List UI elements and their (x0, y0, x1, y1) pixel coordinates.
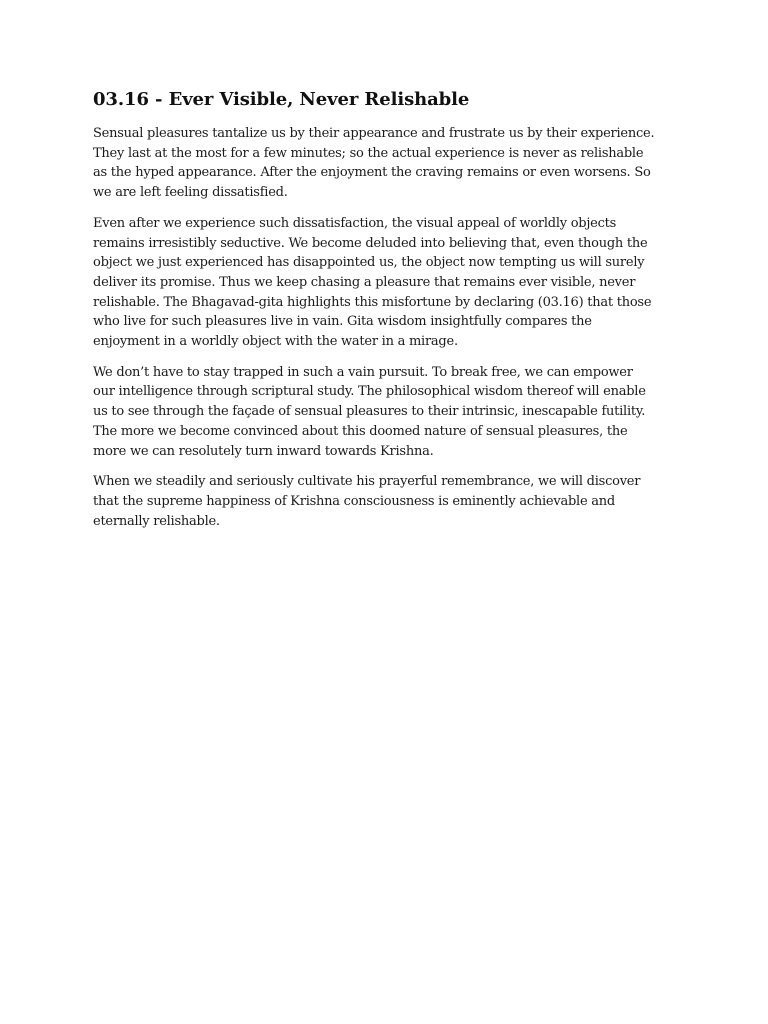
paragraph-line: The more we become convinced about this doomed nature of sensual pleasures, the (93, 423, 628, 439)
paragraph-line: as the hyped appearance. After the enjoyment the craving remains or even worsens. So (93, 165, 651, 181)
document-page (93, 88, 678, 542)
paragraph-line: deliver its promise. Thus we keep chasing a pleasure that remains ever visible, never (93, 274, 636, 290)
paragraph-line: eternally relishable. (93, 513, 220, 529)
document-title: 03.16 - Ever Visible, Never Relishable (93, 89, 470, 110)
paragraph-4 (93, 472, 678, 531)
paragraph-line: When we steadily and seriously cultivate his prayerful remembrance, we will discover (93, 474, 641, 490)
paragraph-line: we are left feeling dissatisfied. (93, 185, 288, 201)
paragraph-line: who live for such pleasures live in vain. Gita wisdom insightfully compares the (93, 314, 592, 330)
paragraph-line: enjoyment in a worldly object with the water in a mirage. (93, 334, 458, 350)
paragraph-line: Even after we experience such dissatisfaction, the visual appeal of worldly objects (93, 215, 617, 231)
paragraph-line: relishable. The Bhagavad-gita highlights this misfortune by declaring (03.16) that those (93, 294, 652, 310)
paragraph-line: more we can resolutely turn inward towards Krishna. (93, 443, 434, 459)
paragraph-line: our intelligence through scriptural study. The philosophical wisdom thereof will enable (93, 384, 646, 400)
paragraph-line: They last at the most for a few minutes; so the actual experience is never as relishable (93, 145, 644, 161)
paragraph-line: remains irresistibly seductive. We become deluded into believing that, even though the (93, 235, 648, 251)
paragraph-3 (93, 363, 678, 462)
paragraph-line: that the supreme happiness of Krishna consciousness is eminently achievable and (93, 493, 615, 509)
paragraph-line: us to see through the façade of sensual pleasures to their intrinsic, inescapable futility. (93, 404, 646, 420)
paragraph-1 (93, 124, 678, 203)
paragraph-line: We don’t have to stay trapped in such a vain pursuit. To break free, we can empower (93, 364, 633, 380)
paragraph-line: Sensual pleasures tantalize us by their appearance and frustrate us by their experience. (93, 126, 655, 141)
paragraph-2 (93, 214, 678, 352)
paragraph-line: object we just experienced has disappointed us, the object now tempting us will surely (93, 255, 645, 271)
